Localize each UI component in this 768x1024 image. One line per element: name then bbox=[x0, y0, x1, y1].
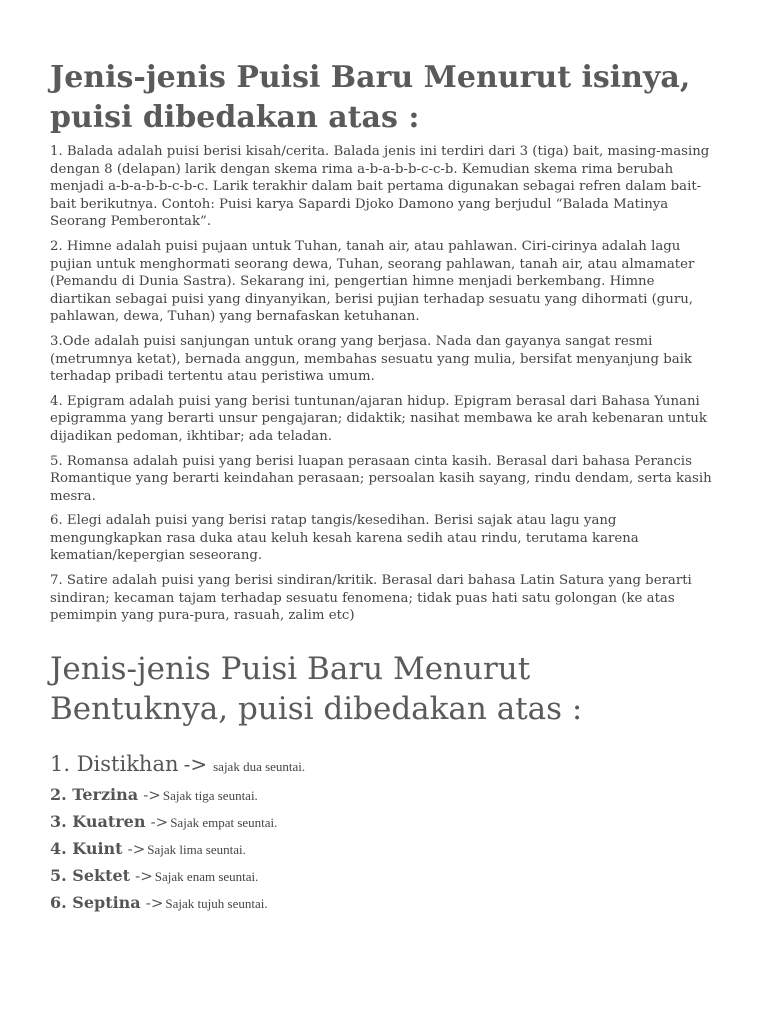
list-item-arrow: -> bbox=[143, 785, 161, 804]
section2-title-line1: Jenis-jenis Puisi Baru Menurut bbox=[50, 650, 531, 687]
paragraph-satire: 7. Satire adalah puisi yang berisi sindiran/kritik. Berasal dari bahasa Latin Satura yang berarti sindiran; kecaman tajam terhadap sesuatu fenomena; tidak puas hati satu golongan (ke atas pemimpin yang pura-pura, rasuah, zalim etc) bbox=[50, 573, 692, 624]
list-item bbox=[50, 836, 718, 863]
list-item-arrow: -> bbox=[145, 893, 164, 912]
paragraph-romansa: 5. Romansa adalah puisi yang berisi luapan perasaan cinta kasih. Berasal dari bahasa Perancis Romantique yang berarti keindahan perasaan; persoalan kasih sayang, rindu dendam, serta kasih mesra. bbox=[50, 453, 712, 504]
list-item-arrow: -> bbox=[183, 751, 208, 776]
list-item-desc: Sajak lima seuntai. bbox=[147, 841, 246, 857]
list-item-arrow: -> bbox=[150, 812, 169, 831]
list-item bbox=[50, 749, 718, 782]
section2-title bbox=[50, 649, 718, 729]
list-item-desc: Sajak tujuh seuntai. bbox=[165, 895, 268, 911]
list-item bbox=[50, 890, 718, 917]
paragraph-epigram: 4. Epigram adalah puisi yang berisi tuntunan/ajaran hidup. Epigram berasal dari Bahasa Yunani epigramma yang berarti unsur pengajaran; didaktik; nasihat membawa ke arah kebenaran untuk dijadikan pedoman, ikhtibar; ada teladan. bbox=[50, 393, 707, 444]
list-item bbox=[50, 863, 718, 890]
section1-title-line1: Jenis-jenis Puisi Baru Menurut isinya, bbox=[50, 60, 691, 95]
list-item-desc: Sajak enam seuntai. bbox=[154, 868, 259, 884]
list-item-term: 5. Sektet bbox=[50, 865, 131, 885]
list-item-arrow: -> bbox=[135, 866, 153, 885]
list-item-term: 2. Terzina bbox=[50, 784, 139, 804]
section2-title-line2: Bentuknya, puisi dibedakan atas : bbox=[50, 690, 583, 727]
list-item-term: 1. Distikhan bbox=[50, 751, 179, 776]
list-item-arrow: -> bbox=[127, 839, 146, 858]
form-list bbox=[50, 749, 718, 917]
list-item-term: 6. Septina bbox=[50, 892, 141, 912]
list-item-desc: sajak dua seuntai. bbox=[213, 758, 306, 774]
paragraph-balada: 1. Balada adalah puisi berisi kisah/cerita. Balada jenis ini terdiri dari 3 (tiga) bait, masing-masing dengan 8 (delapan) larik dengan skema rima a-b-a-b-b-c-c-b. Kemudian skema rima berubah menjadi a-b-a-b-b-c-b-c. Larik terakhir dalam bait pertama digunakan sebagai refren dalam bait-bait berikutnya. Contoh: Puisi karya Sapardi Djoko Damono yang berjudul “Balada Matinya Seorang Pemberontak”. bbox=[50, 144, 710, 230]
section1-title-line2: puisi dibedakan atas : bbox=[50, 100, 420, 135]
section1-paragraphs bbox=[50, 143, 718, 625]
list-item-term: 3. Kuatren bbox=[50, 811, 146, 831]
list-item-desc: Sajak tiga seuntai. bbox=[162, 787, 258, 803]
list-item bbox=[50, 809, 718, 836]
paragraph-ode: 3.Ode adalah puisi sanjungan untuk orang yang berjasa. Nada dan gayanya sangat resmi (metrumnya ketat), bernada anggun, membahas sesuatu yang mulia, bersifat menyanjung baik terhadap pribadi tertentu atau peristiwa umum. bbox=[50, 333, 692, 385]
paragraph-himne: 2. Himne adalah puisi pujaan untuk Tuhan, tanah air, atau pahlawan. Ciri-cirinya adalah lagu pujian untuk menghormati seorang dewa, Tuhan, seorang pahlawan, tanah air, atau almamater (Pemandu di Dunia Sastra). Sekarang ini, pengertian himne menjadi berkembang. Himne diartikan sebagai puisi yang dinyanyikan, berisi pujian terhadap sesuatu yang dihormati (guru, pahlawan, dewa, Tuhan) yang bernafaskan ketuhanan. bbox=[50, 238, 695, 325]
paragraph-elegi: 6. Elegi adalah puisi yang berisi ratap tangis/kesedihan. Berisi sajak atau lagu yang mengungkapkan rasa duka atau keluh kesah karena sedih atau rindu, terutama karena kematian/kepergian seseorang. bbox=[50, 513, 639, 564]
list-item-term: 4. Kuint bbox=[50, 838, 123, 858]
list-item bbox=[50, 782, 718, 809]
list-item-desc: Sajak empat seuntai. bbox=[170, 814, 278, 830]
section1-title bbox=[50, 0, 718, 138]
